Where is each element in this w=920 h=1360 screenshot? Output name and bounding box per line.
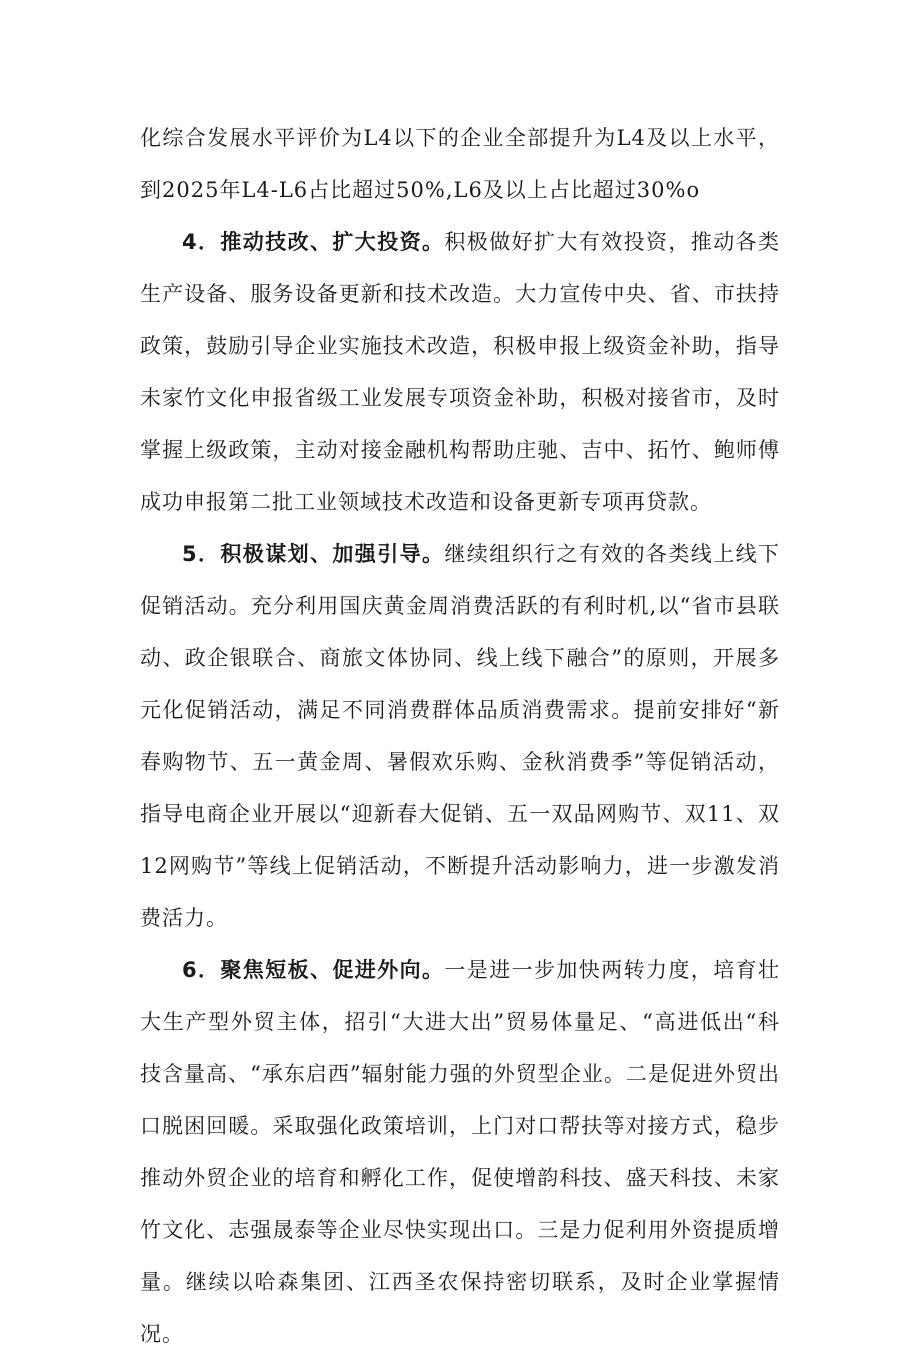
paragraph-heading: 4．推动技改、扩大投资。: [182, 230, 445, 254]
paragraph-body: 化综合发展水平评价为L4以下的企业全部提升为L4及以上水平，到2025年L4-L6占比超过50%,L6及以上占比超过30%o: [140, 126, 780, 202]
paragraph-heading: 6．聚焦短板、促进外向。: [182, 958, 445, 982]
paragraph-4: [140, 216, 780, 528]
paragraph-body: 积极做好扩大有效投资，推动各类生产设备、服务设备更新和技术改造。大力宣传中央、省、市扶持政策，鼓励引导企业实施技术改造，积极申报上级资金补助，指导未家竹文化申报省级工业发展专项资金补助，积极对接省市，及时掌握上级政策，主动对接金融机构帮助庄驰、吉中、拓竹、鲍师傅成功申报第二批工业领域技术改造和设备更新专项再贷款。: [140, 230, 780, 514]
paragraph-6: [140, 944, 780, 1360]
paragraph-body: 一是进一步加快两转力度，培育壮大生产型外贸主体，招引“大进大出”贸易体量足、“高进低出“科技含量高、“承东启西”辐射能力强的外贸型企业。二是促进外贸出口脱困回暖。采取强化政策培训，上门对口帮扶等对接方式，稳步推动外贸企业的培育和孵化工作，促使增韵科技、盛天科技、未家竹文化、志强晟泰等企业尽快实现出口。三是力促利用外资提质增量。继续以哈森集团、江西圣农保持密切联系，及时企业掌握情况。: [140, 958, 780, 1346]
document-page: [140, 112, 780, 1360]
paragraph-continuation: [140, 112, 780, 216]
paragraph-5: [140, 528, 780, 944]
paragraph-heading: 5．积极谋划、加强引导。: [182, 542, 445, 566]
paragraph-body: 继续组织行之有效的各类线上线下促销活动。充分利用国庆黄金周消费活跃的有利时机,以“省市县联动、政企银联合、商旅文体协同、线上线下融合”的原则，开展多元化促销活动，满足不同消费群体品质消费需求。提前安排好“新春购物节、五一黄金周、暑假欢乐购、金秋消费季”等促销活动，指导电商企业开展以“迎新春大促销、五一双品网购节、双11、双12网购节”等线上促销活动，不断提升活动影响力，进一步激发消费活力。: [140, 542, 780, 930]
